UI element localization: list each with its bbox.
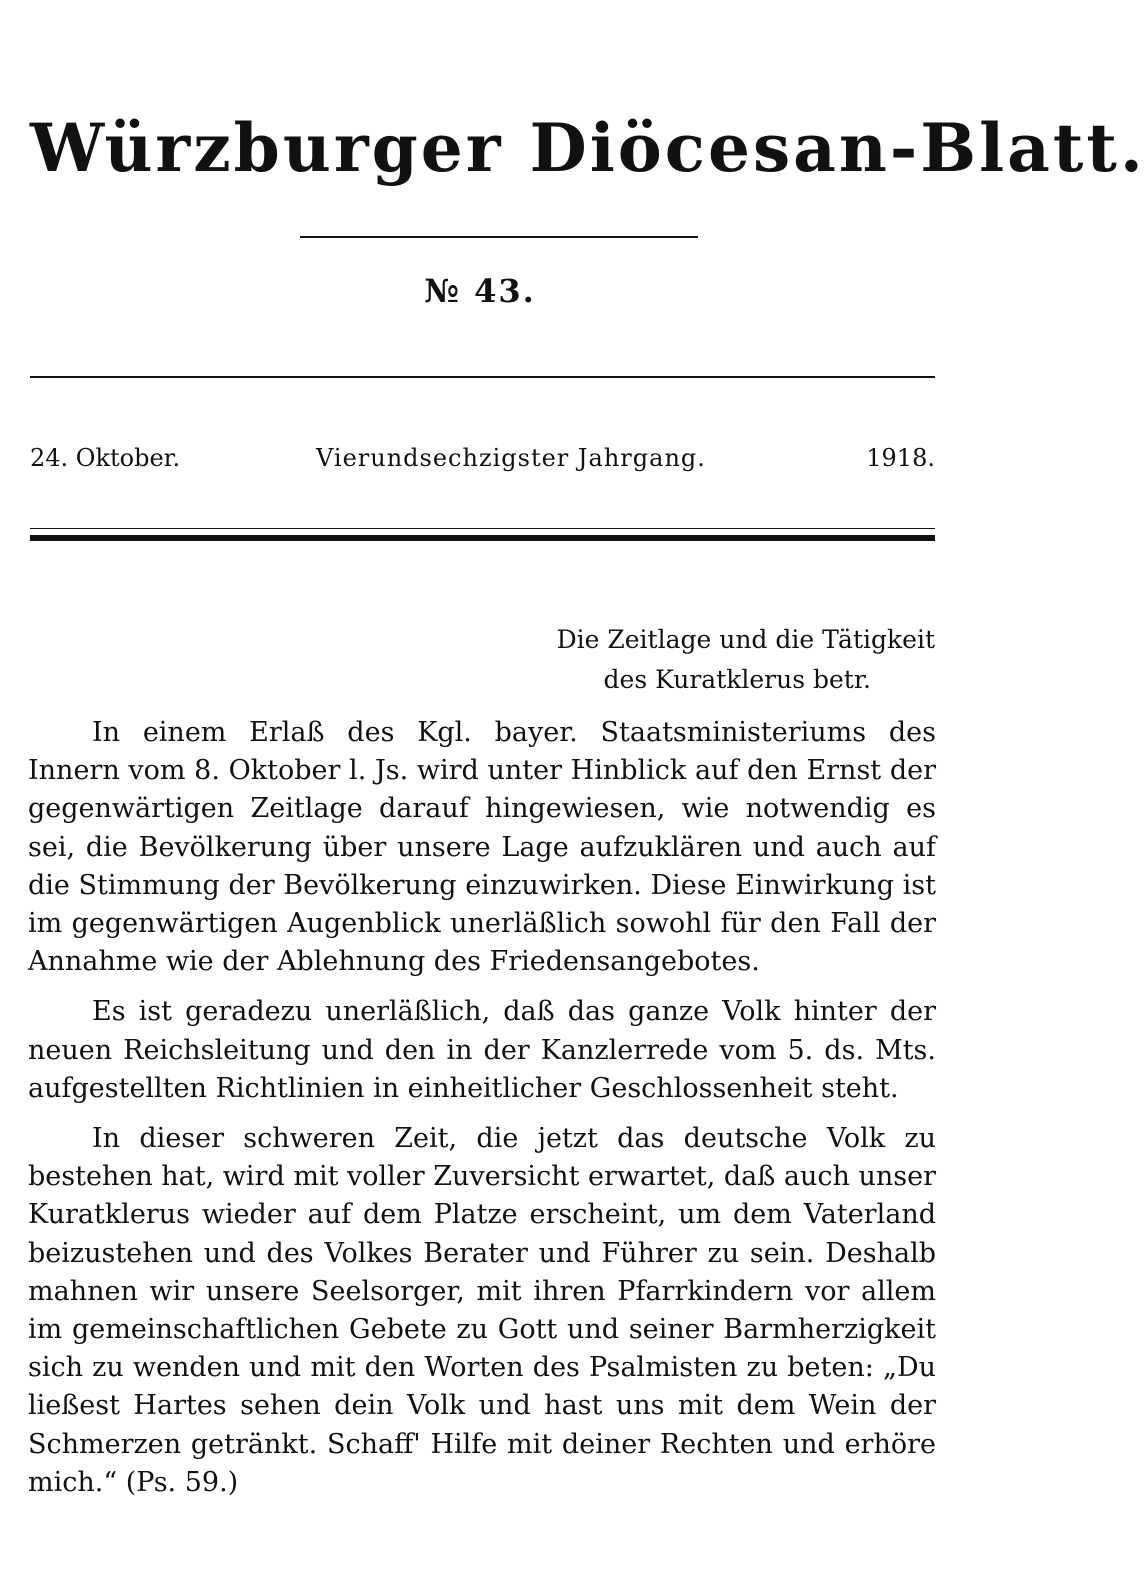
issue-number: № 43.	[424, 272, 536, 310]
article-subject-line-2: des Kuratklerus betr.	[603, 665, 871, 694]
article-subject-line-1: Die Zeitlage und die Tätigkeit	[556, 625, 935, 654]
dateline-divider-thin	[30, 528, 935, 529]
article-paragraph-3: In dieser schweren Zeit, die jetzt das deutsche Volk zu bestehen hat, wird mit voller Zuversicht erwartet, daß auch unser Kuratklerus wieder auf dem Platze erscheint, um dem Vaterland beizustehen und des Volkes Berater und Führer zu sein. Deshalb mahnen wir unsere Seelsorger, mit ihren Pfarrkindern vor allem im gemeinschaftlichen Gebete zu Gott und seiner Barmherzigkeit sich zu wenden und mit den Worten des Psalmisten zu beten: „Du ließest Hartes sehen dein Volk und hast uns mit dem Wein der Schmerzen getränkt. Schaff' Hilfe mit deiner Rechten und erhöre mich.“ (Ps. 59.)	[28, 1123, 936, 1498]
dateline	[30, 440, 935, 476]
article-paragraph-1: In einem Erlaß des Kgl. bayer. Staatsministeriums des Innern vom 8. Oktober l. Js. wird unter Hinblick auf den Ernst der gegenwärtigen Zeitlage darauf hingewiesen, wie notwendig es sei, die Bevölkerung über unsere Lage aufzuklären und auch auf die Stimmung der Bevölkerung einzuwirken. Diese Einwirkung ist im gegenwärtigen Augenblick unerläßlich sowohl für den Fall der Annahme wie der Ablehnung des Friedensangebotes.	[28, 717, 936, 978]
issue-date: 24. Oktober.	[30, 444, 181, 472]
masthead-divider	[300, 236, 698, 238]
article-body	[28, 714, 936, 1514]
article-paragraph-2: Es ist geradezu unerläßlich, daß das ganze Volk hinter der neuen Reichsleitung und den in der Kanzlerrede vom 5. ds. Mts. aufgestellten Richtlinien in einheitlicher Geschlossenheit steht.	[28, 996, 936, 1104]
article-subject	[520, 620, 935, 700]
dateline-divider-thick	[30, 535, 935, 541]
issue-year: 1918.	[866, 444, 935, 472]
issue-divider	[30, 376, 935, 378]
volume-label: Vierundsechzigster Jahrgang.	[316, 444, 706, 472]
newspaper-masthead: Würzburger Diöcesan-Blatt.	[30, 109, 1146, 187]
